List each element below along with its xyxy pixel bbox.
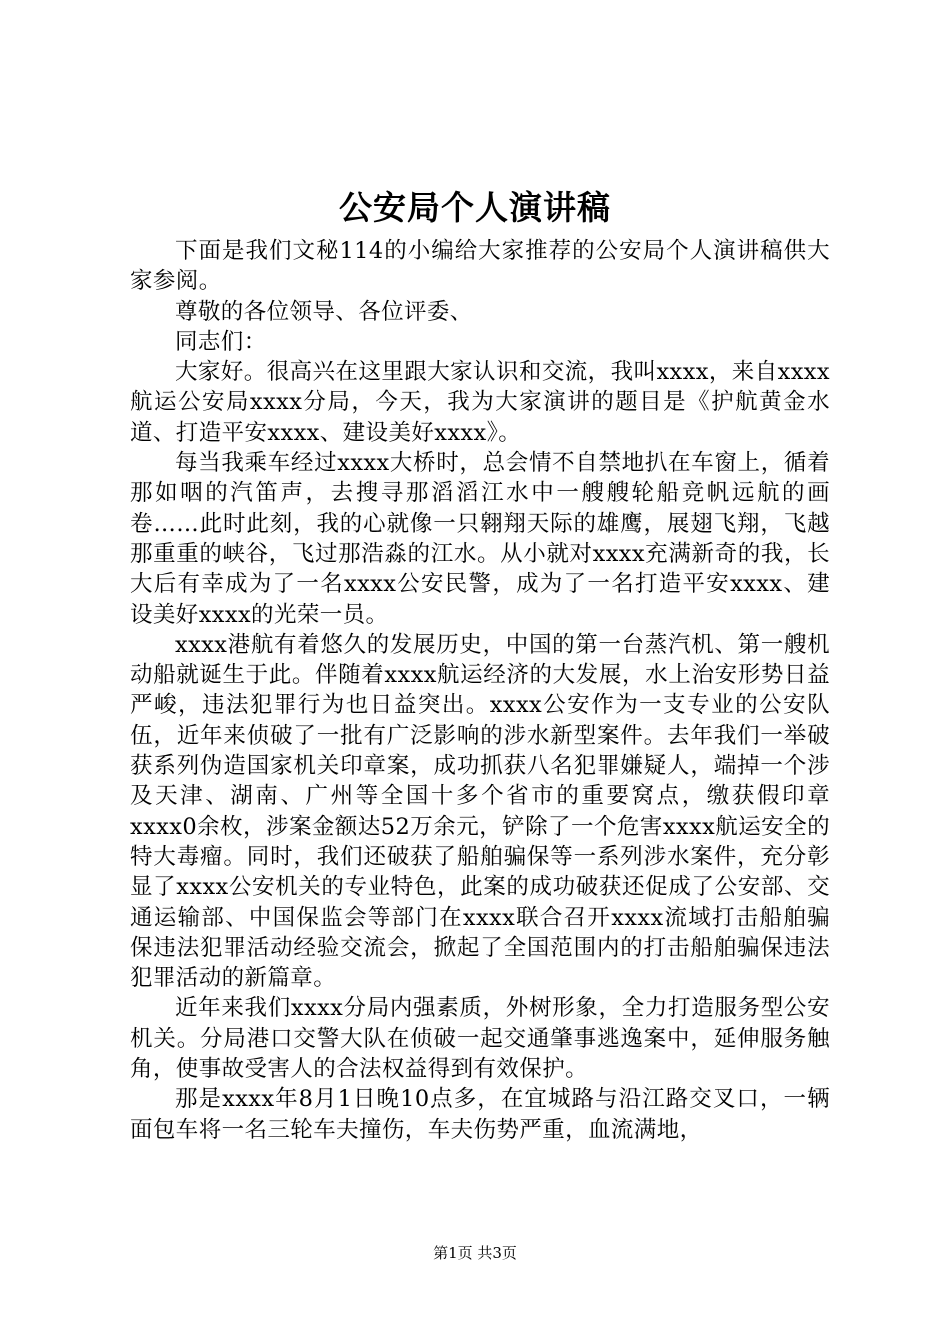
paragraph-greeting: 大家好。很高兴在这里跟大家认识和交流，我叫xxxx，来自xxxx航运公安局xxxx分局，今天，我为大家演讲的题目是《护航黄金水道、打造平安xxxx、建设美好xxxx》。 (130, 359, 830, 446)
paragraph-service: 近年来我们xxxx分局内强素质，外树形象，全力打造服务型公安机关。分局港口交警大队在侦破一起交通肇事逃逸案中，延伸服务触角，使事故受害人的合法权益得到有效保护。 (130, 995, 830, 1083)
paragraph-salutation: 尊敬的各位领导、各位评委、 (175, 298, 473, 325)
document-body (130, 236, 830, 1145)
document-title: 公安局个人演讲稿 (339, 188, 611, 227)
paragraph-salutation-comrades: 同志们： (175, 328, 267, 355)
page-footer: 第1页 共3页 (433, 1244, 517, 1262)
paragraph-history: xxxx港航有着悠久的发展历史，中国的第一台蒸汽机、第一艘机动船就诞生于此。伴随着xxxx航运经济的大发展，水上治安形势日益严峻，违法犯罪行为也日益突出。xxxx公安作为一支专业的公安队伍，近年来侦破了一批有广泛影响的涉水新型案件。去年我们一举破获系列伪造国家机关印章案，成功抓获八名犯罪嫌疑人，端掉一个涉及天津、湖南、广州等全国十多个省市的重要窝点，缴获假印章xxxx0余枚，涉案金额达52万余元，铲除了一个危害xxxx航运安全的特大毒瘤。同时，我们还破获了船舶骗保等一系列涉水案件，充分彰显了xxxx公安机关的专业特色，此案的成功破获还促成了公安部、交通运输部、中国保监会等部门在xxxx联合召开xxxx流域打击船舶骗保违法犯罪活动经验交流会，掀起了全国范围内的打击船舶骗保违法犯罪活动的新篇章。 (130, 631, 830, 992)
paragraph-intro: 下面是我们文秘114的小编给大家推荐的公安局个人演讲稿供大家参阅。 (130, 238, 830, 295)
paragraph-bridge: 每当我乘车经过xxxx大桥时，总会情不自禁地扒在车窗上，循着那如咽的汽笛声，去搜寻那滔滔江水中一艘艘轮船竞帆远航的画卷……此时此刻，我的心就像一只翱翔天际的雄鹰，展翅飞翔，飞越那重重的峡谷，飞过那浩淼的江水。从小就对xxxx充满新奇的我，长大后有幸成为了一名xxxx公安民警，成为了一名打造平安xxxx、建设美好xxxx的光荣一员。 (130, 450, 830, 628)
paragraph-incident: 那是xxxx年8月1日晚10点多，在宜城路与沿江路交叉口，一辆面包车将一名三轮车夫撞伤，车夫伤势严重，血流满地， (130, 1086, 830, 1143)
